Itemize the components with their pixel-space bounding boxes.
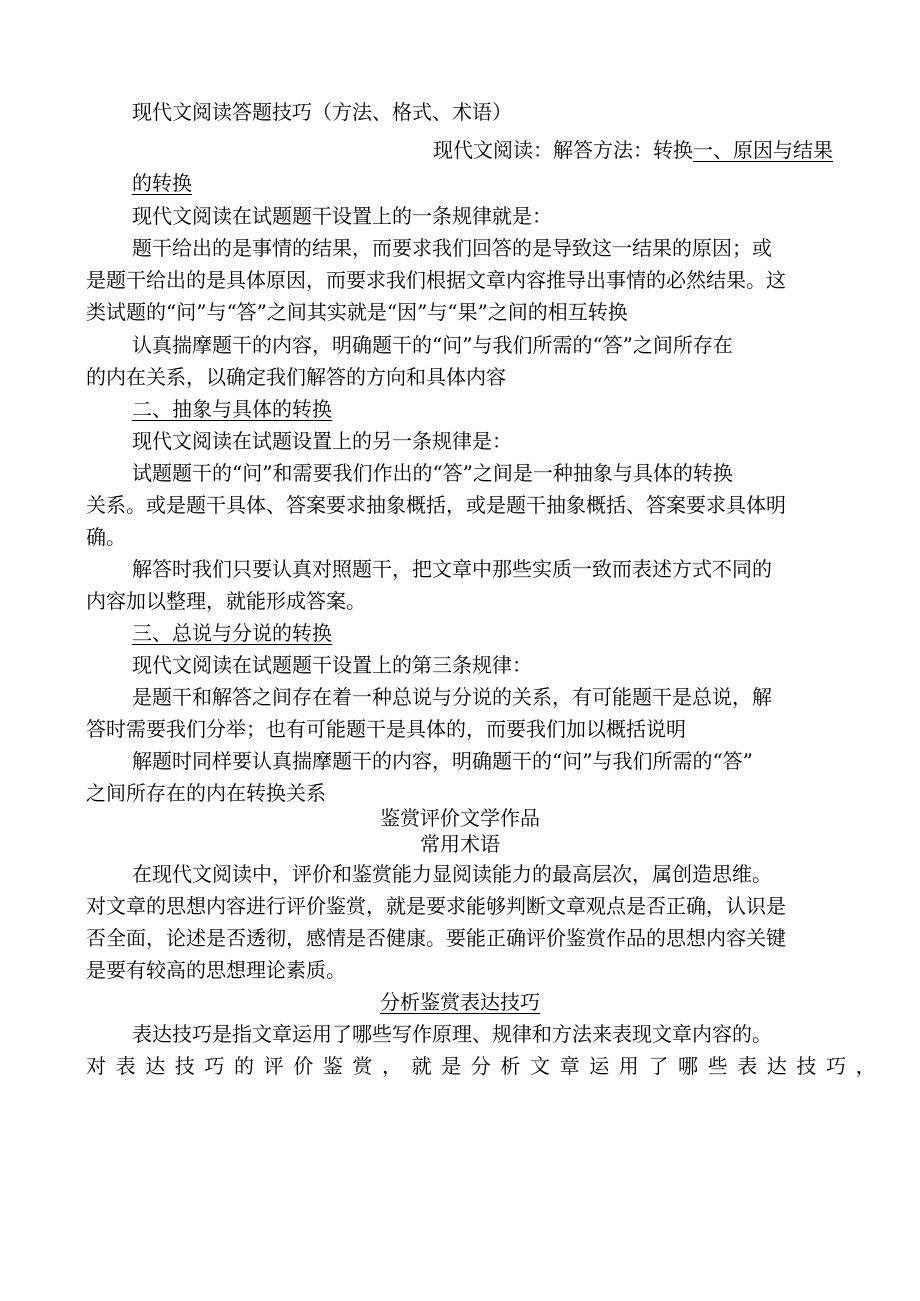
paragraph-line: 表达技巧是指文章运用了哪些写作原理、规律和方法来表现文章内容的。 bbox=[132, 1022, 772, 1046]
paragraph: 现代文阅读在试题题干设置上的第三条规律： bbox=[132, 653, 532, 677]
paragraph: 现代文阅读在试题题干设置上的一条规律就是： bbox=[132, 204, 552, 228]
paragraph-line: 的内在关系，以确定我们解答的方向和具体内容 bbox=[86, 365, 506, 389]
paragraph-line: 对表达技巧的评价鉴赏，就是分析文章运用了哪些表达技巧， bbox=[86, 1054, 886, 1078]
paragraph-line: 是题干给出的是具体原因，而要求我们根据文章内容推导出事情的必然结果。这 bbox=[86, 268, 786, 292]
paragraph-line: 是要有较高的思想理论素质。 bbox=[86, 958, 346, 982]
paragraph-line: 解题时同样要认真揣摩题干的内容，明确题干的“问”与我们所需的“答” bbox=[132, 749, 753, 773]
section2-heading: 二、抽象与具体的转换 bbox=[132, 397, 332, 421]
paragraph-line: 确。 bbox=[86, 525, 126, 549]
paragraph-line: 否全面，论述是否透彻，感情是否健康。要能正确评价鉴赏作品的思想内容关键 bbox=[86, 926, 786, 950]
paragraph-line: 题干给出的是事情的结果，而要求我们回答的是导致这一结果的原因；或 bbox=[132, 236, 772, 260]
paragraph-line: 是题干和解答之间存在着一种总说与分说的关系，有可能题干是总说，解 bbox=[132, 685, 772, 709]
paragraph-line: 内容加以整理，就能形成答案。 bbox=[86, 589, 366, 613]
paragraph: 现代文阅读在试题设置上的另一条规律是： bbox=[132, 429, 512, 453]
paragraph-line: 之间所存在的内在转换关系 bbox=[86, 781, 326, 805]
section1-heading-part1: 一、原因与结果 bbox=[693, 138, 833, 162]
section3-heading: 三、总说与分说的转换 bbox=[132, 621, 332, 645]
paragraph-line: 类试题的“问”与“答”之间其实就是“因”与“果”之间的相互转换 bbox=[86, 300, 628, 324]
method-line-text: 现代文阅读：解答方法：转换 bbox=[433, 138, 693, 162]
paragraph-line: 答时需要我们分举；也有可能题干是具体的，而要我们加以概括说明 bbox=[86, 717, 686, 741]
appraisal-title: 鉴赏评价文学作品 bbox=[380, 806, 540, 830]
terms-title: 常用术语 bbox=[420, 832, 500, 856]
paragraph-line: 关系。或是题干具体、答案要求抽象概括，或是题干抽象概括、答案要求具体明 bbox=[86, 493, 786, 517]
paragraph-line: 对文章的思想内容进行评价鉴赏，就是要求能够判断文章观点是否正确，认识是 bbox=[86, 894, 786, 918]
document-title: 现代文阅读答题技巧（方法、格式、术语） bbox=[132, 100, 512, 124]
paragraph-line: 在现代文阅读中，评价和鉴赏能力显阅读能力的最高层次，属创造思维。 bbox=[132, 862, 772, 886]
method-line bbox=[433, 134, 833, 167]
paragraph-line: 解答时我们只要认真对照题干，把文章中那些实质一致而表述方式不同的 bbox=[132, 557, 772, 581]
skills-heading: 分析鉴赏表达技巧 bbox=[380, 990, 540, 1014]
section1-heading-part2: 的转换 bbox=[132, 171, 192, 195]
paragraph-line: 试题题干的“问”和需要我们作出的“答”之间是一种抽象与具体的转换 bbox=[132, 461, 733, 485]
paragraph-line: 认真揣摩题干的内容，明确题干的“问”与我们所需的“答”之间所存在 bbox=[132, 333, 733, 357]
